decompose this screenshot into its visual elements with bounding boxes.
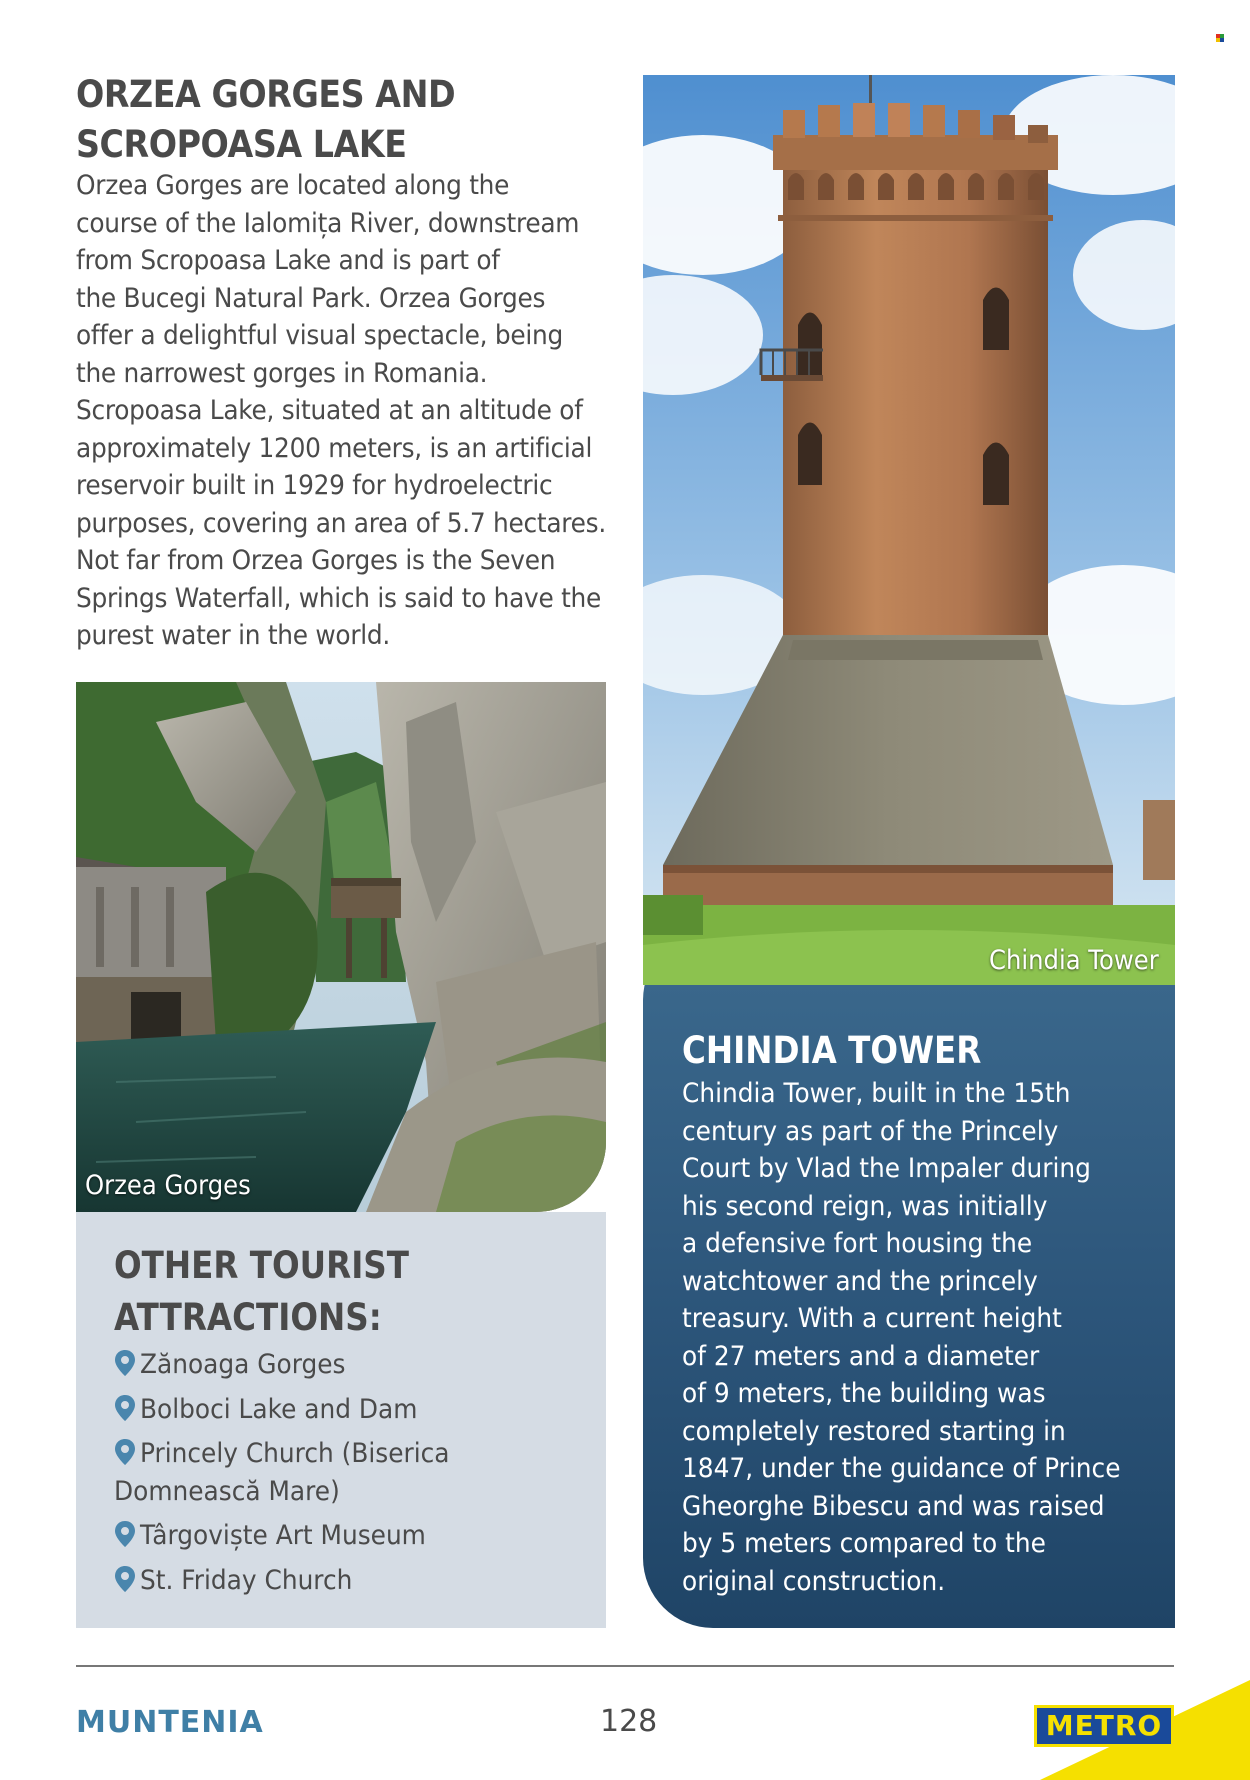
chindia-tower-heading: CHINDIA TOWER [682,1029,982,1072]
list-item [114,1346,604,1384]
footer-divider [76,1665,1174,1667]
attraction-label-continued: Domnească Mare) [114,1475,340,1507]
intro-line: Orzea Gorges are located along the [76,170,510,201]
attraction-label: Bolboci Lake and Dam [140,1393,418,1425]
description-line: treasury. With a current height [682,1303,1062,1334]
intro-line: from Scropoasa Lake and is part of [76,245,500,276]
intro-line: the narrowest gorges in Romania. [76,357,488,389]
map-pin-icon [114,1394,136,1422]
intro-line: approximately 1200 meters, is an artificial [76,432,593,464]
tower-illustration [643,75,1175,985]
chindia-tower-panel [643,930,1175,1628]
gorges-caption: Orzea Gorges [85,1170,251,1201]
attractions-heading [114,1240,409,1344]
list-item [114,1562,604,1600]
intro-line: Scropoasa Lake, situated at an altitude of [76,395,583,426]
intro-line: Not far from Orzea Gorges is the Seven [76,545,556,576]
description-line: 1847, under the guidance of Prince [682,1453,1121,1484]
intro-line: Springs Waterfall, which is said to have the [76,582,602,614]
attraction-label: Princely Church (Biserica [140,1438,450,1469]
intro-line: reservoir built in 1929 for hydroelectric [76,470,553,501]
description-line: completely restored starting in [682,1415,1066,1447]
intro-line: the Bucegi Natural Park. Orzea Gorges [76,282,546,314]
page-number: 128 [600,1704,658,1739]
intro-line: purposes, covering an area of 5.7 hectares. [76,507,606,539]
list-item [114,1517,604,1555]
description-line: of 9 meters, the building was [682,1378,1046,1409]
intro-line: purest water in the world. [76,620,391,651]
description-line: original construction. [682,1565,946,1597]
page-title [76,70,580,170]
description-line: by 5 meters compared to the [682,1528,1046,1559]
attraction-label: Târgoviște Art Museum [140,1520,426,1551]
attraction-label: St. Friday Church [140,1564,353,1596]
attractions-heading-line: ATTRACTIONS: [114,1296,382,1339]
chindia-tower-description [682,1075,1162,1600]
color-marker [1216,34,1225,42]
attraction-label: Zănoaga Gorges [140,1349,346,1380]
intro-paragraph [76,167,636,655]
description-line: Chindia Tower, built in the 15th [682,1078,1071,1109]
description-line: his second reign, was initially [682,1190,1048,1222]
chindia-tower-photo [643,75,1175,985]
title-line: SCROPOASA LAKE [76,123,407,166]
map-pin-icon [114,1520,136,1548]
list-item [114,1435,604,1510]
attractions-list [114,1346,604,1606]
region-label: MUNTENIA [76,1705,264,1740]
attractions-heading-line: OTHER TOURIST [114,1244,409,1287]
description-line: century as part of the Princely [682,1115,1059,1147]
orzea-gorges-photo [76,682,606,1212]
intro-line: offer a delightful visual spectacle, being [76,320,564,351]
metro-logo-text: METRO [1045,1709,1163,1742]
description-line: watchtower and the princely [682,1265,1038,1297]
description-line: Gheorghe Bibescu and was raised [682,1490,1105,1522]
map-pin-icon [114,1438,136,1466]
intro-line: course of the Ialomița River, downstream [76,207,580,239]
description-line: a defensive fort housing the [682,1228,1033,1259]
description-line: of 27 meters and a diameter [682,1340,1040,1372]
map-pin-icon [114,1565,136,1593]
metro-logo [1034,1705,1174,1747]
other-attractions-panel [76,1212,606,1628]
list-item [114,1391,604,1429]
gorges-illustration [76,682,606,1212]
tower-caption: Chindia Tower [989,945,1159,976]
map-pin-icon [114,1349,136,1377]
description-line: Court by Vlad the Impaler during [682,1153,1091,1184]
title-line: ORZEA GORGES AND [76,73,456,116]
